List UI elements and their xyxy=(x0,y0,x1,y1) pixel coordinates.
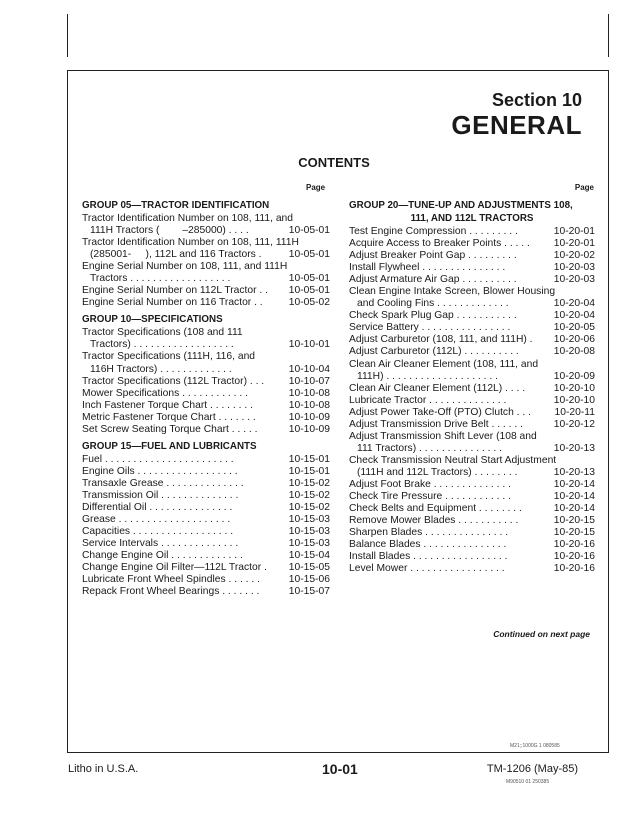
toc-entry-title: and Cooling Fins . . . . . . . . . . . . . xyxy=(357,298,509,310)
toc-entry-title: Adjust Power Take-Off (PTO) Clutch . . . xyxy=(349,406,531,418)
toc-entry[interactable] xyxy=(82,514,330,526)
toc-entry[interactable] xyxy=(349,407,595,419)
toc-entry-page: 10-20-03 xyxy=(553,274,595,286)
toc-entry-title: Transaxle Grease . . . . . . . . . . . . . . xyxy=(82,477,244,489)
toc-entry-title: Mower Specifications . . . . . . . . . . . . xyxy=(82,387,248,399)
toc-entry-page: 10-20-16 xyxy=(553,551,595,563)
toc-entry-title-line[interactable]: Adjust Transmission Shift Lever (108 and xyxy=(349,430,537,442)
toc-entry[interactable] xyxy=(82,478,330,490)
toc-entry-page: 10-20-14 xyxy=(553,503,595,515)
toc-entry-title: Change Engine Oil . . . . . . . . . . . . . xyxy=(82,550,243,562)
toc-entry-page: 10-20-05 xyxy=(553,322,595,334)
toc-entry-title-line[interactable]: Tractor Specifications (111H, 116, and xyxy=(82,351,256,363)
toc-entry-title: Lubricate Tractor . . . . . . . . . . . . . . xyxy=(349,394,507,406)
toc-entry-title: Engine Serial Number on 116 Tractor . . xyxy=(82,297,263,309)
toc-entry-title: Test Engine Compression . . . . . . . . . xyxy=(349,226,518,237)
toc-entry-title: Acquire Access to Breaker Points . . . . . xyxy=(349,238,530,250)
toc-entry-title: Tractors . . . . . . . . . . . . . . . . . . xyxy=(90,273,231,285)
toc-entry-title: 111H) . . . . . . . . . . . . . . . . . . . . xyxy=(357,370,498,382)
toc-entry-title: Clean Air Cleaner Element (112L) . . . . xyxy=(349,382,526,394)
toc-entry[interactable] xyxy=(349,515,595,527)
toc-entry-page: 10-10-08 xyxy=(288,387,330,399)
page-label-right: Page xyxy=(574,183,594,192)
toc-entry-page: 10-20-09 xyxy=(553,370,595,382)
left-column xyxy=(82,200,330,598)
toc-entry[interactable] xyxy=(349,527,595,539)
toc-entry-title: Inch Fastener Torque Chart . . . . . . . . xyxy=(82,399,253,411)
toc-entry-title: Adjust Carburetor (108, 111, and 111H) . xyxy=(349,334,533,346)
toc-entry[interactable] xyxy=(82,364,330,376)
toc-entry-page: 10-15-01 xyxy=(288,465,330,477)
toc-entry-title: Adjust Foot Brake . . . . . . . . . . . . . . xyxy=(349,478,511,490)
toc-entry-title: Service Intervals . . . . . . . . . . . . . . xyxy=(82,538,239,550)
toc-entry-title: Check Spark Plug Gap . . . . . . . . . . . xyxy=(349,310,517,322)
toc-entry[interactable] xyxy=(349,551,595,563)
toc-entry[interactable] xyxy=(82,339,330,351)
toc-entry[interactable] xyxy=(82,297,330,309)
toc-entry-page: 10-20-06 xyxy=(553,334,595,346)
section-title: GENERAL xyxy=(451,110,582,140)
toc-entry-title: Remove Mower Blades . . . . . . . . . . . xyxy=(349,515,519,527)
toc-entry-page: 10-15-02 xyxy=(288,489,330,501)
toc-entry-title: (285001- ), 112L and 116 Tractors . xyxy=(90,249,262,261)
toc-entry-page: 10-20-15 xyxy=(553,527,595,539)
toc-entry[interactable] xyxy=(82,562,330,574)
toc-entry-title-line[interactable]: Clean Engine Intake Screen, Blower Housing xyxy=(349,286,556,298)
toc-entry[interactable] xyxy=(349,334,595,346)
toc-entry-page: 10-15-01 xyxy=(288,453,330,465)
toc-entry-page: 10-20-04 xyxy=(553,310,595,322)
toc-entry-page: 10-20-08 xyxy=(553,346,595,358)
toc-entry[interactable] xyxy=(82,424,330,436)
toc-entry-page: 10-20-16 xyxy=(553,563,595,575)
toc-entry[interactable] xyxy=(349,383,595,395)
toc-entry-page: 10-20-01 xyxy=(553,238,595,250)
toc-entry[interactable] xyxy=(349,491,595,503)
toc-entry-page: 10-05-01 xyxy=(288,273,330,285)
toc-entry[interactable] xyxy=(349,419,595,431)
continued-note: Continued on next page xyxy=(493,629,590,639)
toc-entry-title: Check Belts and Equipment . . . . . . . . xyxy=(349,503,522,515)
toc-entry-page: 10-20-01 xyxy=(553,226,595,237)
frame-left-border xyxy=(67,70,68,752)
toc-entry[interactable] xyxy=(82,388,330,400)
toc-entry-title-line[interactable]: Tractor Identification Number on 108, 111, 111H xyxy=(82,237,299,249)
toc-entry-title: Level Mower . . . . . . . . . . . . . . . . . xyxy=(349,563,505,575)
toc-entry[interactable] xyxy=(349,563,595,575)
toc-entry-title: Engine Oils . . . . . . . . . . . . . . . . . . xyxy=(82,465,238,477)
group-heading: GROUP 20—TUNE-UP AND ADJUSTMENTS 108, xyxy=(349,200,573,211)
toc-entry-title: Transmission Oil . . . . . . . . . . . . . . xyxy=(82,489,239,501)
toc-entry[interactable] xyxy=(349,322,595,334)
toc-entry-page: 10-10-09 xyxy=(288,411,330,423)
footer-page-number: 10-01 xyxy=(322,761,358,777)
toc-entry-title: 111H Tractors ( –285000) . . . . xyxy=(90,225,249,237)
toc-entry-title: Capacities . . . . . . . . . . . . . . . . . . xyxy=(82,526,234,538)
toc-entry-page: 10-15-03 xyxy=(288,526,330,538)
toc-entry[interactable] xyxy=(82,400,330,412)
toc-entry-title: Grease . . . . . . . . . . . . . . . . . . . . xyxy=(82,514,231,526)
toc-entry-title: Set Screw Seating Torque Chart . . . . . xyxy=(82,423,258,435)
toc-entry-title-line[interactable]: Check Transmission Neutral Start Adjustment xyxy=(349,454,557,466)
toc-entry[interactable] xyxy=(82,376,330,388)
toc-entry-title: Adjust Breaker Point Gap . . . . . . . . . xyxy=(349,250,517,262)
frame-top-border xyxy=(67,70,609,71)
contents-title: CONTENTS xyxy=(298,155,370,170)
toc-entry-title: Install Flywheel . . . . . . . . . . . . . . . xyxy=(349,262,506,274)
toc-entry[interactable] xyxy=(82,526,330,538)
toc-entry-page: 10-15-04 xyxy=(288,550,330,562)
group-heading: GROUP 10—SPECIFICATIONS xyxy=(82,314,223,326)
toc-entry[interactable] xyxy=(349,310,595,322)
group-heading: GROUP 15—FUEL AND LUBRICANTS xyxy=(82,440,257,452)
toc-entry-page: 10-15-06 xyxy=(288,574,330,586)
toc-entry[interactable] xyxy=(349,539,595,551)
toc-entry-title-line[interactable]: Tractor Identification Number on 108, 111, and xyxy=(82,213,294,224)
footer-manual-id: TM-1206 (May-85) xyxy=(486,763,578,775)
toc-entry-page: 10-05-02 xyxy=(288,297,330,309)
toc-entry[interactable] xyxy=(82,574,330,586)
toc-entry[interactable] xyxy=(82,249,330,261)
toc-entry[interactable] xyxy=(349,226,595,238)
footer-code-top: M21;;1000G 1 080585 xyxy=(510,743,560,749)
toc-entry-title: 111 Tractors) . . . . . . . . . . . . . . . xyxy=(357,442,502,454)
toc-entry[interactable] xyxy=(82,550,330,562)
frame-right-border xyxy=(608,70,609,752)
toc-entry-page: 10-20-13 xyxy=(553,442,595,454)
toc-entry-title: Repack Front Wheel Bearings . . . . . . . xyxy=(82,586,260,598)
toc-entry-page: 10-15-02 xyxy=(288,477,330,489)
group-subheading: 111, AND 112L TRACTORS xyxy=(410,213,534,224)
toc-entry[interactable] xyxy=(349,371,595,383)
toc-entry-page: 10-15-02 xyxy=(288,501,330,513)
toc-entry-page: 10-20-12 xyxy=(553,418,595,430)
footer-code-bottom: M90510 01 250385 xyxy=(506,779,550,785)
toc-entry-title: Adjust Transmission Drive Belt . . . . . . xyxy=(349,418,523,430)
toc-entry-page: 10-20-16 xyxy=(553,539,595,551)
toc-entry-page: 10-20-03 xyxy=(553,262,595,274)
section-number: Section 10 xyxy=(491,90,582,110)
toc-entry-page: 10-20-15 xyxy=(553,515,595,527)
toc-entry-page: 10-10-08 xyxy=(288,399,330,411)
toc-entry-page: 10-20-02 xyxy=(553,250,595,262)
frame-bottom-border xyxy=(67,752,609,753)
toc-entry-page: 10-05-01 xyxy=(288,225,330,237)
toc-entry[interactable] xyxy=(349,395,595,407)
toc-entry[interactable] xyxy=(349,467,595,479)
toc-entry-title: Service Battery . . . . . . . . . . . . . . . . xyxy=(349,322,511,334)
toc-entry-title: Balance Blades . . . . . . . . . . . . . . . xyxy=(349,539,507,551)
toc-entry-page: 10-15-05 xyxy=(288,562,330,574)
toc-entry[interactable] xyxy=(82,225,330,237)
right-column xyxy=(349,200,595,575)
toc-entry-page: 10-10-01 xyxy=(288,339,330,351)
toc-entry-page: 10-20-04 xyxy=(553,298,595,310)
toc-entry-page: 10-05-01 xyxy=(288,249,330,261)
page-label-left: Page xyxy=(306,183,326,192)
toc-entry-page: 10-15-03 xyxy=(288,538,330,550)
toc-entry-title: Change Engine Oil Filter—112L Tractor . xyxy=(82,562,267,574)
group-heading: GROUP 05—TRACTOR IDENTIFICATION xyxy=(82,200,270,211)
toc-entry[interactable] xyxy=(82,273,330,285)
toc-entry[interactable] xyxy=(349,479,595,491)
toc-entry-title-line[interactable]: Tractor Specifications (108 and 111 xyxy=(82,327,243,339)
toc-entry[interactable] xyxy=(82,490,330,502)
toc-entry[interactable] xyxy=(82,285,330,297)
toc-entry[interactable] xyxy=(349,503,595,515)
toc-entry-title: Install Blades . . . . . . . . . . . . . . . . . xyxy=(349,551,508,563)
top-right-border xyxy=(608,14,609,57)
top-left-border xyxy=(67,14,68,57)
toc-entry-page: 10-05-01 xyxy=(288,285,330,297)
toc-entry-page: 10-10-09 xyxy=(288,423,330,435)
toc-entry-title-line[interactable]: Engine Serial Number on 108, 111, and 111H xyxy=(82,261,288,273)
toc-entry-title: Tractors) . . . . . . . . . . . . . . . . . . xyxy=(90,339,234,351)
toc-entry[interactable] xyxy=(349,274,595,286)
toc-entry[interactable] xyxy=(349,298,595,310)
toc-entry-title-line[interactable]: Clean Air Cleaner Element (108, 111, and xyxy=(349,358,539,370)
toc-entry[interactable] xyxy=(82,412,330,424)
toc-entry[interactable] xyxy=(82,466,330,478)
toc-entry[interactable] xyxy=(82,454,330,466)
toc-entry[interactable] xyxy=(349,346,595,358)
toc-entry-page: 10-10-04 xyxy=(288,363,330,375)
toc-entry-title: Check Tire Pressure . . . . . . . . . . . . xyxy=(349,491,511,503)
toc-entry-title: (111H and 112L Tractors) . . . . . . . . xyxy=(357,466,518,478)
toc-entry[interactable] xyxy=(82,538,330,550)
toc-entry[interactable] xyxy=(82,502,330,514)
toc-entry[interactable] xyxy=(82,586,330,598)
toc-entry[interactable] xyxy=(349,443,595,455)
toc-entry-title: Sharpen Blades . . . . . . . . . . . . . . . xyxy=(349,527,509,539)
toc-entry[interactable] xyxy=(349,262,595,274)
toc-entry-page: 10-20-13 xyxy=(553,466,595,478)
toc-entry-page: 10-15-03 xyxy=(288,514,330,526)
toc-entry-title: Differential Oil . . . . . . . . . . . . . . . xyxy=(82,501,233,513)
toc-entry-title: Fuel . . . . . . . . . . . . . . . . . . . . . . . xyxy=(82,453,234,465)
toc-entry-page: 10-10-07 xyxy=(288,375,330,387)
toc-entry[interactable] xyxy=(349,238,595,250)
toc-entry-page: 10-20-11 xyxy=(554,406,595,418)
toc-entry-title: Adjust Armature Air Gap . . . . . . . . . . xyxy=(349,274,517,286)
toc-entry-title: Tractor Specifications (112L Tractor) . . . xyxy=(82,375,265,387)
toc-entry-page: 10-20-14 xyxy=(553,478,595,490)
toc-entry-page: 10-15-07 xyxy=(288,586,330,598)
toc-entry-title: 116H Tractors) . . . . . . . . . . . . . xyxy=(90,363,232,375)
toc-entry-page: 10-20-14 xyxy=(553,491,595,503)
toc-entry-title: Adjust Carburetor (112L) . . . . . . . . . . xyxy=(349,346,519,358)
toc-entry-title: Lubricate Front Wheel Spindles . . . . . . xyxy=(82,574,260,586)
footer-litho: Litho in U.S.A. xyxy=(68,763,139,775)
toc-entry-title: Engine Serial Number on 112L Tractor . . xyxy=(82,285,269,297)
toc-entry-page: 10-20-10 xyxy=(553,382,595,394)
toc-entry-page: 10-20-10 xyxy=(553,394,595,406)
toc-entry[interactable] xyxy=(349,250,595,262)
toc-entry-title: Metric Fastener Torque Chart . . . . . . . xyxy=(82,411,256,423)
